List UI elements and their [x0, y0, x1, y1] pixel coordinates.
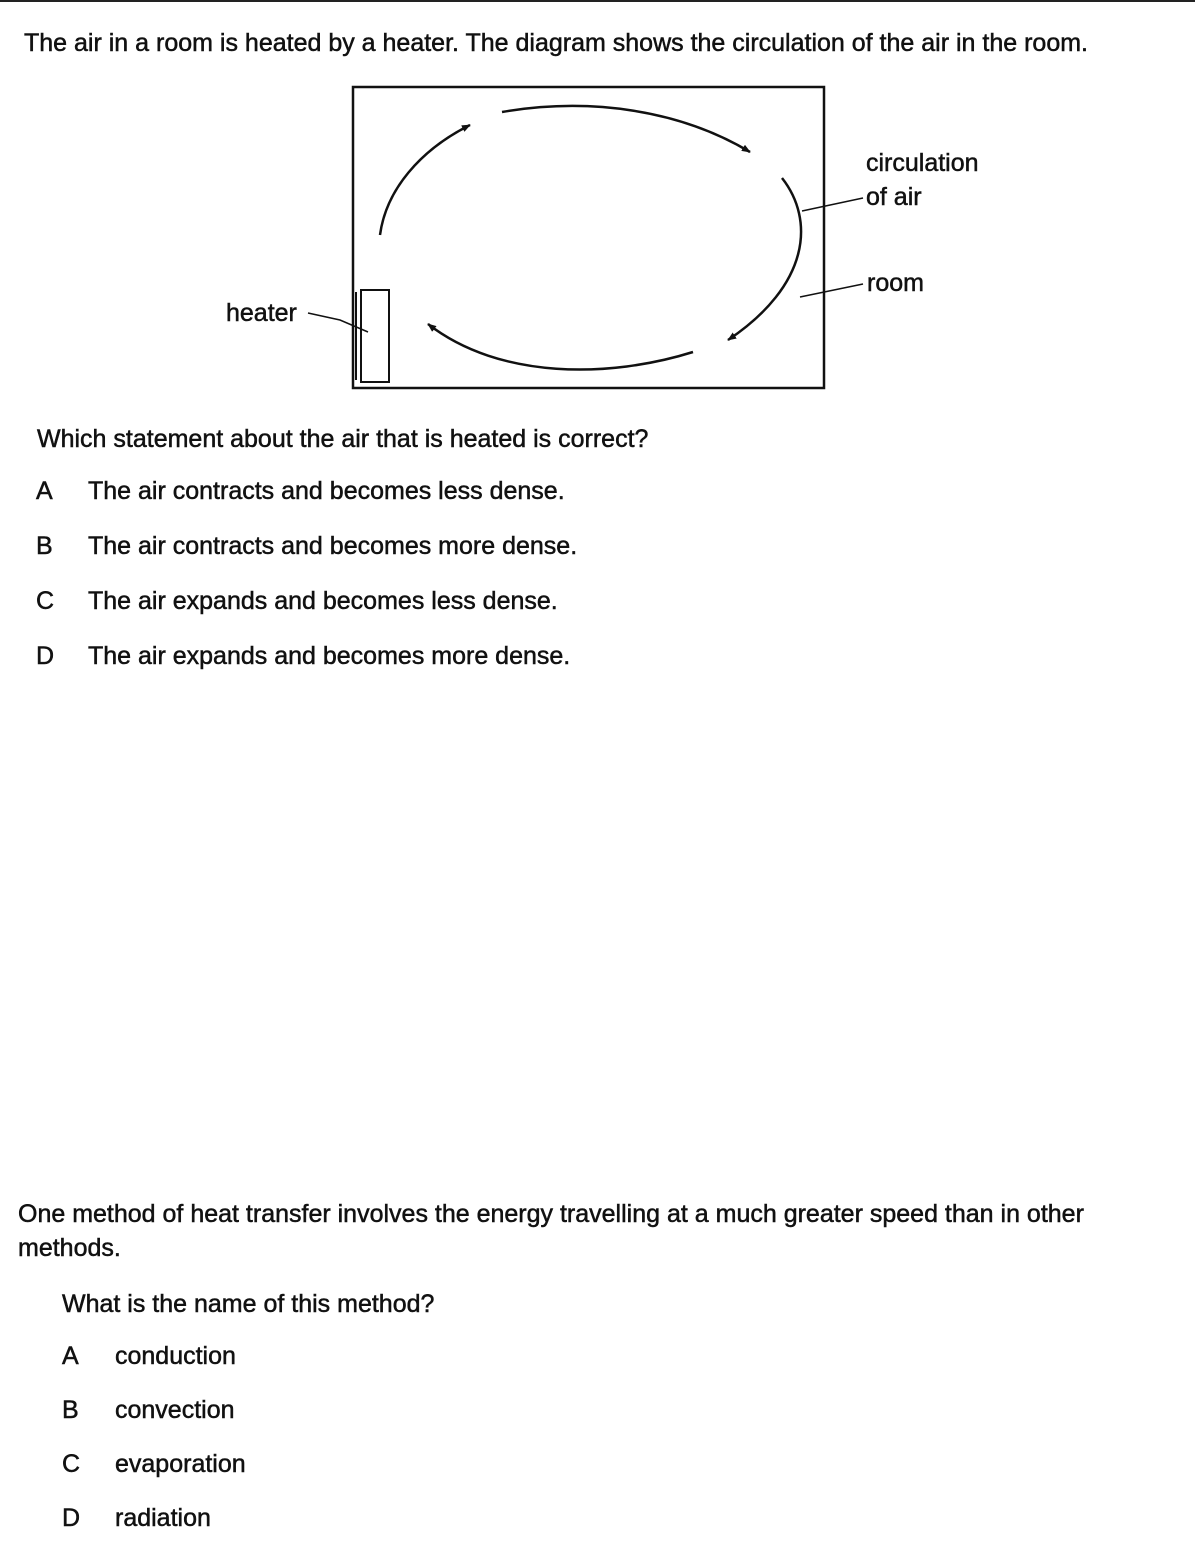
circulation-arrow-top	[502, 106, 750, 152]
q2-option-b-letter: B	[62, 1396, 79, 1424]
q2-option-d-text: radiation	[115, 1504, 211, 1532]
q2-option-c-letter: C	[62, 1450, 81, 1478]
q1-option-d[interactable]	[36, 641, 570, 671]
top-border-line	[0, 0, 1195, 2]
room-outline	[353, 87, 824, 388]
q1-option-b[interactable]	[36, 531, 577, 561]
room-leader-line	[800, 284, 863, 297]
q2-option-a-letter: A	[62, 1342, 79, 1370]
q1-option-b-text: The air contracts and becomes more dense.	[88, 532, 578, 560]
q1-question-text: Which statement about the air that is heated is correct?	[37, 425, 649, 453]
q2-option-b-text: convection	[115, 1396, 235, 1424]
q2-option-c[interactable]	[62, 1449, 246, 1479]
q2-option-d-letter: D	[62, 1504, 81, 1532]
q1-option-a-text: The air contracts and becomes less dense.	[88, 477, 565, 505]
q2-option-b[interactable]	[62, 1395, 235, 1425]
q2-question-text: What is the name of this method?	[62, 1290, 435, 1318]
heater-leader-line	[308, 313, 368, 332]
q1-option-b-letter: B	[36, 532, 53, 560]
circulation-arrow-right	[728, 178, 801, 340]
q2-option-a-text: conduction	[115, 1342, 236, 1370]
q1-option-a-letter: A	[36, 477, 53, 505]
label-room: room	[867, 269, 924, 297]
label-circulation-line1: circulation	[866, 149, 979, 177]
label-circulation-line2: of air	[866, 183, 922, 211]
q1-intro-text: The air in a room is heated by a heater. The diagram shows the circulation of the air in the room.	[24, 29, 1088, 57]
q2-option-d[interactable]	[62, 1503, 211, 1533]
room-circulation-diagram	[0, 0, 1195, 420]
q1-option-a[interactable]	[36, 476, 565, 506]
circulation-arrow-upper-left	[380, 125, 470, 235]
q2-option-a[interactable]	[62, 1341, 236, 1371]
q2-option-c-text: evaporation	[115, 1450, 246, 1478]
q1-option-c[interactable]	[36, 586, 558, 616]
q1-option-c-text: The air expands and becomes less dense.	[88, 587, 558, 615]
heater-body	[361, 290, 389, 382]
q2-intro-text: One method of heat transfer involves the energy travelling at a much greater speed than in other methods.	[18, 1200, 1084, 1262]
circulation-leader-line	[802, 198, 863, 211]
q1-option-d-letter: D	[36, 642, 55, 670]
q1-option-c-letter: C	[36, 587, 55, 615]
circulation-arrow-bottom	[428, 324, 693, 370]
label-heater: heater	[226, 299, 297, 327]
q1-option-d-text: The air expands and becomes more dense.	[88, 642, 571, 670]
